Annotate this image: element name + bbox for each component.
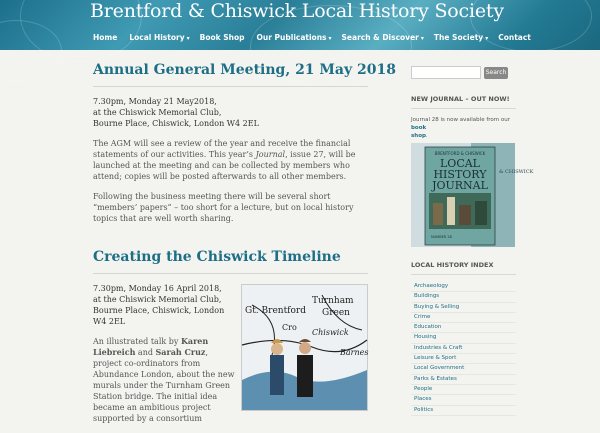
index-item[interactable]: Politics	[411, 406, 516, 416]
index-item[interactable]: Buildings	[411, 292, 516, 302]
svg-text:HISTORY: HISTORY	[433, 168, 487, 181]
nav-search-discover[interactable]: Search & Discover ▾	[341, 32, 424, 42]
post-paragraph: Following the business meeting there will be several short “members’ papers” – too short for a lecture, but on local history topics that are well worth sharing.	[93, 192, 354, 223]
svg-text:Turnham: Turnham	[312, 296, 354, 306]
chevron-down-icon: ▾	[186, 34, 190, 42]
new-journal-text: Journal 28 is now available from our book shop.	[411, 117, 510, 139]
svg-text:LOCAL: LOCAL	[440, 157, 480, 170]
index-item[interactable]: Education	[411, 323, 516, 333]
event-venue: 7.30pm, Monday 21 May2018, at the Chiswick Memorial Club, Bourne Place, Chiswick, London W4 2EL	[93, 97, 259, 128]
index-item[interactable]: Leisure & Sport	[411, 354, 516, 364]
svg-text:Gt. Brentford: Gt. Brentford	[245, 306, 306, 316]
new-journal-heading: NEW JOURNAL – OUT NOW!	[411, 95, 510, 103]
search-form	[411, 66, 516, 79]
chevron-down-icon: ▾	[420, 34, 424, 42]
journal-cover-image	[411, 143, 534, 247]
sidebar	[411, 66, 534, 416]
index-item[interactable]: Crime	[411, 313, 516, 323]
nav-the-society[interactable]: The Society ▾	[433, 32, 489, 42]
nav-our-publications[interactable]: Our Publications ▾	[256, 32, 332, 42]
post-title-agm[interactable]: Annual General Meeting, 21 May 2018	[93, 62, 396, 78]
site-header	[0, 0, 600, 50]
chevron-down-icon: ▾	[328, 34, 332, 42]
index-item[interactable]: Industries & Craft	[411, 344, 516, 354]
nav-contact[interactable]: Contact	[498, 32, 531, 42]
post-timeline	[93, 249, 368, 433]
svg-text:& CHISWICK: & CHISWICK	[499, 169, 534, 175]
svg-text:NUMBER 28: NUMBER 28	[431, 235, 452, 239]
divider	[411, 274, 516, 275]
divider	[93, 273, 368, 274]
svg-text:Green: Green	[322, 308, 350, 318]
divider	[93, 86, 368, 87]
mural-photo	[241, 284, 368, 411]
svg-text:BRENTFORD & CHISWICK: BRENTFORD & CHISWICK	[434, 151, 486, 156]
index-item[interactable]: Places	[411, 395, 516, 405]
book-shop-link[interactable]: book	[411, 125, 427, 131]
index-item[interactable]: Archaeology	[411, 282, 516, 292]
index-item[interactable]: Housing	[411, 333, 516, 343]
divider	[411, 108, 516, 109]
mural-image	[242, 285, 367, 410]
main-content	[93, 62, 396, 423]
nav-local-history[interactable]: Local History ▾	[129, 32, 190, 42]
search-input[interactable]	[411, 66, 481, 79]
chevron-down-icon: ▾	[485, 34, 489, 42]
search-button[interactable]: Search	[484, 67, 508, 79]
index-item[interactable]: Buying & Selling	[411, 303, 516, 313]
svg-text:JOURNAL: JOURNAL	[432, 179, 488, 192]
svg-text:Barnes: Barnes	[340, 348, 369, 357]
index-item[interactable]: Parks & Estates	[411, 375, 516, 385]
local-history-index-heading: LOCAL HISTORY INDEX	[411, 261, 494, 269]
book-shop-link[interactable]: shop	[411, 133, 426, 139]
event-venue: 7.30pm, Monday 16 April 2018, at the Chiswick Memorial Club, Bourne Place, Chiswick, London W4 2EL	[93, 284, 225, 326]
journal-cover[interactable]	[411, 143, 534, 247]
nav-home[interactable]: Home	[93, 32, 118, 42]
index-item[interactable]: People	[411, 385, 516, 395]
index-item[interactable]: Local Government	[411, 364, 516, 374]
post-title-timeline[interactable]: Creating the Chiswick Timeline	[93, 249, 341, 265]
site-title[interactable]: Brentford & Chiswick Local History Society	[90, 0, 504, 22]
nav-book-shop[interactable]: Book Shop	[199, 32, 245, 42]
post-paragraph: An illustrated talk by Karen Liebreich and Sarah Cruz, project co-ordinators from Abundance London, about the new murals under the Turnham Green Station bridge. The initial idea became an ambitious project supported by a consortium	[93, 336, 235, 423]
post-paragraph: The AGM will see a review of the year and receive the financial statements of our activities. This year’s Journal, issue 27, will be launched at the meeting and can be collected by members who attend; copies will be posted afterwards to all other members.	[93, 139, 356, 181]
svg-text:Chiswick: Chiswick	[312, 328, 349, 337]
local-history-index	[411, 282, 516, 416]
svg-text:Cro: Cro	[282, 323, 297, 332]
main-nav	[88, 30, 538, 44]
